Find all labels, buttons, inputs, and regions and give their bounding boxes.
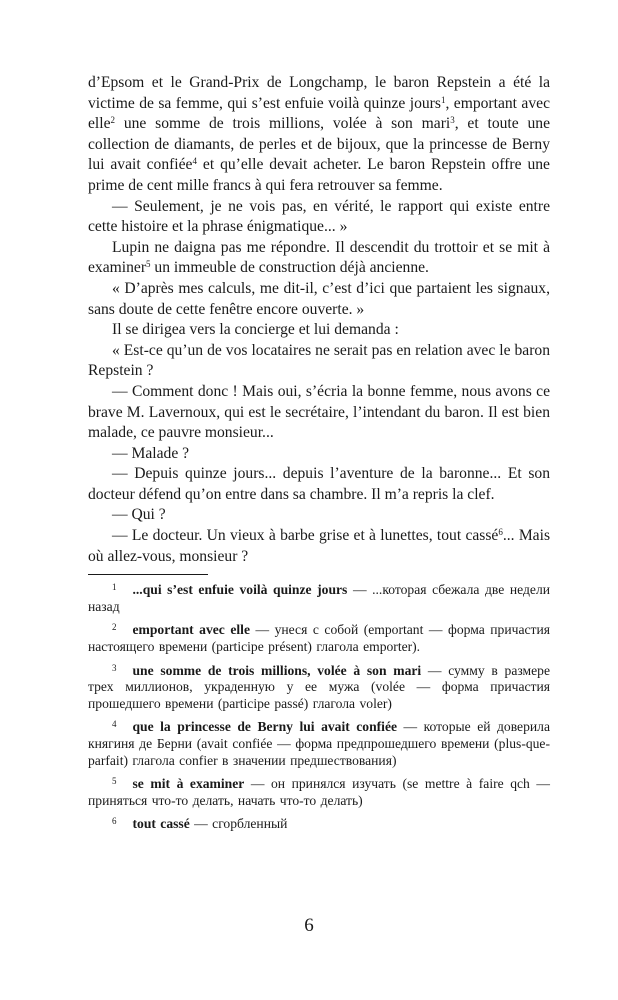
- page-number: 6: [304, 915, 314, 936]
- footnote-ref[interactable]: 3: [450, 115, 455, 126]
- footnote-term: ...qui s’est enfuie voilà quinze jours: [132, 582, 348, 598]
- footnote-text: — сгорбленный: [189, 816, 288, 832]
- paragraph: — Malade ?: [112, 444, 190, 462]
- book-page: [88, 73, 550, 840]
- footnote-ref[interactable]: 5: [146, 259, 151, 270]
- paragraph: d’Epsom et le Grand-Prix de Longchamp, le baron Repstein a été la victime de sa femme, qui s’est enfuie voilà quinze jours$^1$, emportant avec elle$^2$ une somme de trois millions, volée à son mari$^3$, et toute une collection de diamants, de perles et de bijoux, que la princesse de Berny lui avait confiée$^4$ et qu’elle devait acheter. Le baron Repstein offre une prime de cent mille francs à qui fera retrouver sa femme.: [88, 74, 550, 194]
- footnote-number: 6: [112, 816, 117, 827]
- footnote-number: 1: [112, 582, 117, 593]
- footnote: [88, 663, 550, 713]
- footnote-term: emportant avec elle: [132, 622, 250, 638]
- footnote-text: — сумму в размере трех миллионов, украденную у ее мужа (volée — форма причастия прошедшего времени (participe passé) глагола voler): [88, 662, 550, 711]
- footnote: [88, 816, 550, 833]
- footnote-ref[interactable]: 2: [110, 115, 116, 126]
- footnotes: [88, 582, 550, 833]
- paragraph: Lupin ne daigna pas me répondre. Il descendit du trottoir et se mit à examiner$^5$ un immeuble de construction déjà ancienne.: [88, 238, 550, 277]
- footnote-term: que la princesse de Berny lui avait confiée: [132, 719, 398, 735]
- paragraph: Il se dirigea vers la concierge et lui demanda :: [112, 321, 399, 339]
- footnote-text: — ...которая сбежала две недели назад: [88, 582, 551, 614]
- paragraph: « D’après mes calculs, me dit-il, c’est d’ici que partaient les signaux, sans doute de cette fenêtre encore ouverte. »: [88, 279, 550, 318]
- footnote-text: — унеся с собой (emportant — форма причастия настоящего времени (participe présent) глагола emporter).: [88, 622, 550, 655]
- footnote-term: tout cassé: [132, 816, 190, 832]
- footnote-term: une somme de trois millions, volée à son mari: [132, 662, 422, 678]
- footnote: [88, 719, 550, 769]
- footnote: [88, 582, 550, 615]
- footnote-number: 4: [112, 719, 117, 730]
- footnote-divider: [88, 574, 208, 575]
- footnote-number: 3: [112, 662, 117, 673]
- footnote-text: — которые ей доверила княгиня де Берни (avait confiée — форма предпрошедшего времени (plus-que-parfait) глагола confier в значении предшествования): [88, 719, 550, 768]
- paragraph: — Le docteur. Un vieux à barbe grise et à lunettes, tout cassé$^6$... Mais où allez-vous, monsieur ?: [88, 527, 551, 565]
- paragraph: — Seulement, je ne vois pas, en vérité, le rapport qui existe entre cette histoire et la phrase énigmatique... »: [88, 197, 550, 236]
- footnote-number: 2: [112, 622, 117, 633]
- paragraph: — Qui ?: [112, 506, 166, 524]
- footnote-ref[interactable]: 1: [440, 94, 446, 105]
- main-text: [88, 73, 550, 567]
- paragraph: — Depuis quinze jours... depuis l’aventure de la baronne... Et son docteur défend qu’on entre dans sa chambre. Il m’a repris la clef.: [88, 465, 550, 503]
- footnote-number: 5: [112, 776, 117, 787]
- footnote: [88, 622, 550, 655]
- footnote: [88, 776, 550, 809]
- footnote-ref[interactable]: 4: [192, 156, 197, 167]
- paragraph: « Est-ce qu’un de vos locataires ne serait pas en relation avec le baron Repstein ?: [88, 341, 550, 380]
- paragraph: — Comment donc ! Mais oui, s’écria la bonne femme, nous avons ce brave M. Lavernoux, qui est le secrétaire, l’intendant du baron. Il est bien malade, ce pauvre monsieur...: [88, 382, 550, 442]
- footnote-text: — он принялся изучать (se mettre à faire qch — приняться что-то делать, начать что-то делать): [88, 776, 550, 808]
- footnote-ref[interactable]: 6: [498, 527, 503, 538]
- footnote-term: se mit à examiner: [132, 776, 245, 792]
